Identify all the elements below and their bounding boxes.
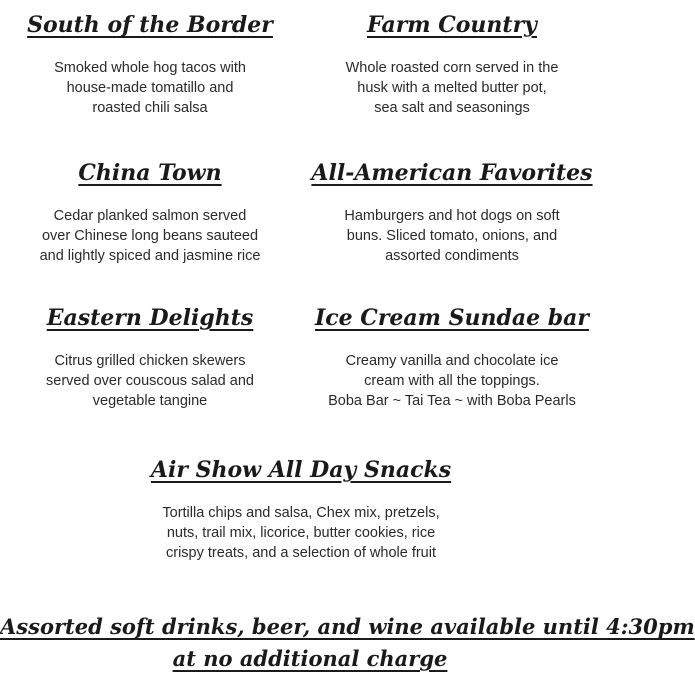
description-line: Cedar planked salmon served bbox=[53, 208, 247, 224]
section-description-south-of-the-border bbox=[0, 58, 300, 118]
description-line: Citrus grilled chicken skewers bbox=[54, 353, 246, 369]
section-description-all-american-favorites bbox=[302, 206, 602, 266]
description-line: nuts, trail mix, licorice, butter cookies, rice bbox=[166, 525, 436, 541]
description-line: house-made tomatillo and bbox=[66, 80, 234, 96]
description-line: over Chinese long beans sauteed bbox=[41, 228, 259, 244]
section-title-all-american-favorites: All-American Favorites bbox=[311, 160, 593, 186]
description-line: and lightly spiced and jasmine rice bbox=[39, 248, 261, 264]
description-line: Whole roasted corn served in the bbox=[345, 60, 559, 76]
description-line: buns. Sliced tomato, onions, and bbox=[346, 228, 558, 244]
description-line: Hamburgers and hot dogs on soft bbox=[344, 208, 560, 224]
section-title-south-of-the-border: South of the Border bbox=[27, 12, 273, 38]
section-description-air-show-all-day-snacks bbox=[0, 503, 602, 563]
description-line: cream with all the toppings. bbox=[364, 373, 540, 389]
section-title-farm-country: Farm Country bbox=[367, 12, 537, 38]
description-line: served over couscous salad and bbox=[46, 373, 254, 389]
footer-line-2: at no additional charge bbox=[172, 646, 448, 671]
section-title-air-show-all-day-snacks: Air Show All Day Snacks bbox=[150, 457, 452, 483]
description-line: Boba Bar ~ Tai Tea ~ with Boba Pearls bbox=[328, 393, 576, 409]
description-line: sea salt and seasonings bbox=[374, 100, 530, 116]
description-line: vegetable tangine bbox=[92, 393, 208, 409]
section-description-china-town bbox=[0, 206, 300, 266]
section-title-ice-cream-sundae-bar: Ice Cream Sundae bar bbox=[314, 305, 590, 331]
section-description-ice-cream-sundae-bar bbox=[302, 351, 602, 411]
description-line: Creamy vanilla and chocolate ice bbox=[345, 353, 559, 369]
description-line: husk with a melted butter pot, bbox=[357, 80, 547, 96]
description-line: Tortilla chips and salsa, Chex mix, pretzels, bbox=[162, 505, 440, 521]
section-title-china-town: China Town bbox=[78, 160, 222, 186]
section-description-eastern-delights bbox=[0, 351, 300, 411]
description-line: assorted condiments bbox=[385, 248, 519, 264]
section-title-eastern-delights: Eastern Delights bbox=[46, 305, 254, 331]
description-line: roasted chili salsa bbox=[92, 100, 208, 116]
description-line: crispy treats, and a selection of whole fruit bbox=[166, 545, 436, 561]
description-line: Smoked whole hog tacos with bbox=[54, 60, 246, 76]
beverage-footer-note bbox=[0, 611, 695, 675]
section-description-farm-country bbox=[302, 58, 602, 118]
footer-line-1: Assorted soft drinks, beer, and wine available until 4:30pm bbox=[0, 614, 695, 639]
